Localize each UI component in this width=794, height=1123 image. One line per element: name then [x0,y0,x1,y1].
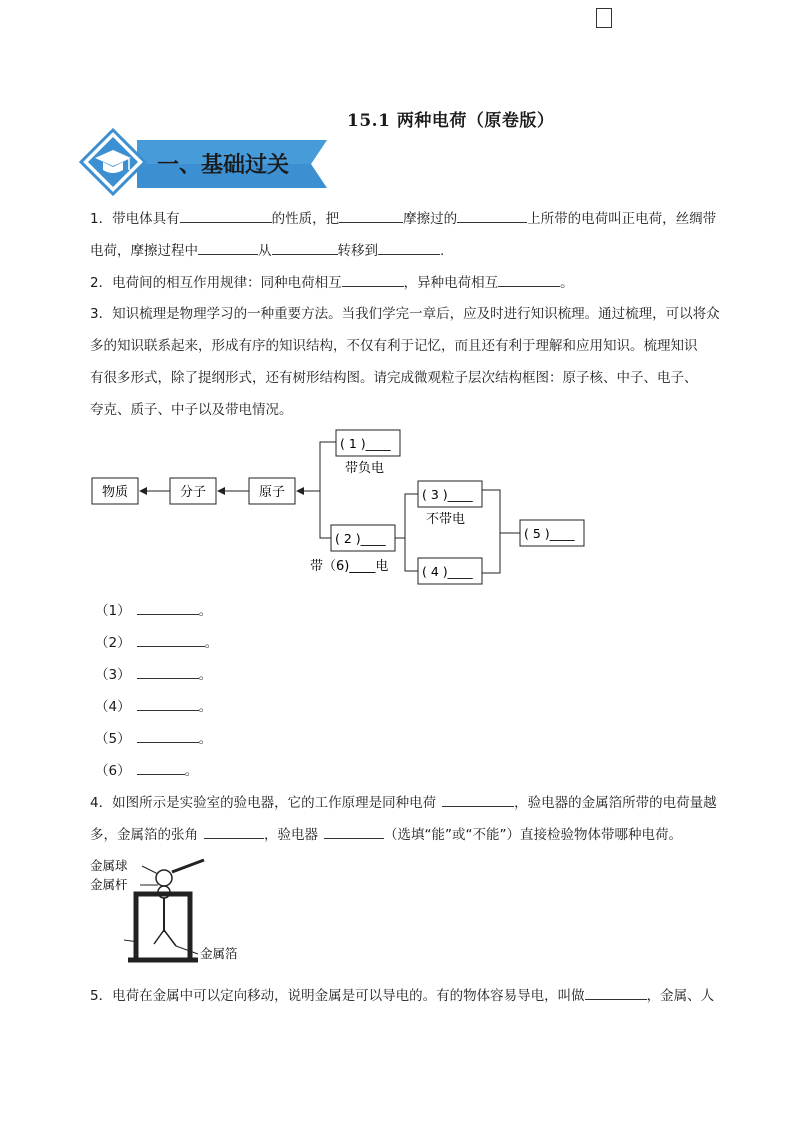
page-title: 15.1 两种电荷（原卷版） [347,111,555,131]
label-box-1: ( 1 )____ [340,436,391,451]
answer-5: （5） 。 [95,728,212,749]
answer-2-blank[interactable] [137,632,205,647]
q1-blank-2[interactable] [339,208,403,223]
metal-foil [154,930,176,946]
label-wuzhi: 物质 [101,485,129,500]
metal-ball [156,870,172,886]
section-label: 一、基础过关 [157,153,290,178]
bracket-box5 [482,490,500,573]
answer-4-blank[interactable] [137,696,199,711]
particle-hierarchy-diagram [0,420,794,590]
q3-line4: 夸克、质子、中子以及带电情况。 [90,402,293,418]
q4-line1: 4．如图所示是实验室的验电器，它的工作原理是同种电荷 ，验电器的金属箔所带的电荷量越 [90,792,717,813]
answer-4: （4） 。 [95,696,212,717]
q3-line3: 有很多形式，除了提纲形式，还有树形结构图。请完成微观粒子层次结构框图：原子核、中子、电子、 [90,370,698,386]
q2-line: 2．电荷间的相互作用规律：同种电荷相互 ，异种电荷相互 。 [90,272,574,293]
answer-3-blank[interactable] [137,664,199,679]
corner-placeholder-box [596,8,612,28]
label-rod: 金属杆 [90,877,128,892]
answer-6-blank[interactable] [137,760,185,775]
q2-blank-2[interactable] [498,272,560,287]
answer-6: （6） 。 [95,760,198,781]
label-foil: 金属箔 [200,946,238,961]
q5-line: 5．电荷在金属中可以定向移动，说明金属是可以导电的。有的物体容易导电，叫做 ，金属、人 [90,985,714,1006]
pointer-foil [176,946,198,954]
label-budaidian: 不带电 [426,512,466,527]
q3-line2: 多的知识联系起来，形成有序的知识结构，不仅有利于记忆，而且还有利于理解和应用知识。梳理知识 [90,338,698,354]
bracket-box2 [405,494,418,571]
label-yuanzi: 原子 [258,485,286,500]
answer-2: （2） 。 [95,632,218,653]
q1-blank-6[interactable] [378,240,440,255]
label-fenzi: 分子 [179,485,207,500]
bracket-yuanzi [320,442,336,538]
section-banner [79,128,337,196]
label-daifudian: 带负电 [345,461,385,476]
q4-blank-1[interactable] [442,792,514,807]
q1-line2: 电荷，摩擦过程中 从 转移到 . [90,240,444,261]
answer-1-blank[interactable] [137,600,199,615]
q5-blank-1[interactable] [585,985,647,1000]
q2-blank-1[interactable] [342,272,404,287]
label-ball: 金属球 [90,858,128,873]
q4-line2: 多，金属箔的张角 ，验电器 （选填“能”或“不能”）直接检验物体带哪种电荷。 [90,824,682,845]
label-box-4: ( 4 )____ [422,564,473,579]
q4-blank-3[interactable] [324,824,384,839]
answer-3: （3） 。 [95,664,212,685]
q1-line1: 1．带电体具有 的性质，把 摩擦过的 上所带的电荷叫正电荷，丝绸带 [90,208,716,229]
q1-blank-4[interactable] [198,240,258,255]
q3-line1: 3．知识梳理是物理学习的一种重要方法。当我们学完一章后，应及时进行知识梳理。通过梳理，可以将众 [90,306,720,322]
answer-1: （1） 。 [95,600,212,621]
charging-rod [172,860,204,872]
electroscope-figure [80,852,280,972]
label-box-3: ( 3 )____ [422,487,473,502]
label-dai6: 带（6)____电 [310,559,389,574]
q1-blank-1[interactable] [180,208,272,223]
pointer-ball [142,866,158,874]
answer-5-blank[interactable] [137,728,199,743]
label-box-5: ( 5 )____ [524,526,575,541]
q1-blank-5[interactable] [272,240,338,255]
q4-blank-2[interactable] [204,824,264,839]
q1-blank-3[interactable] [457,208,527,223]
label-box-2: ( 2 )____ [335,531,386,546]
